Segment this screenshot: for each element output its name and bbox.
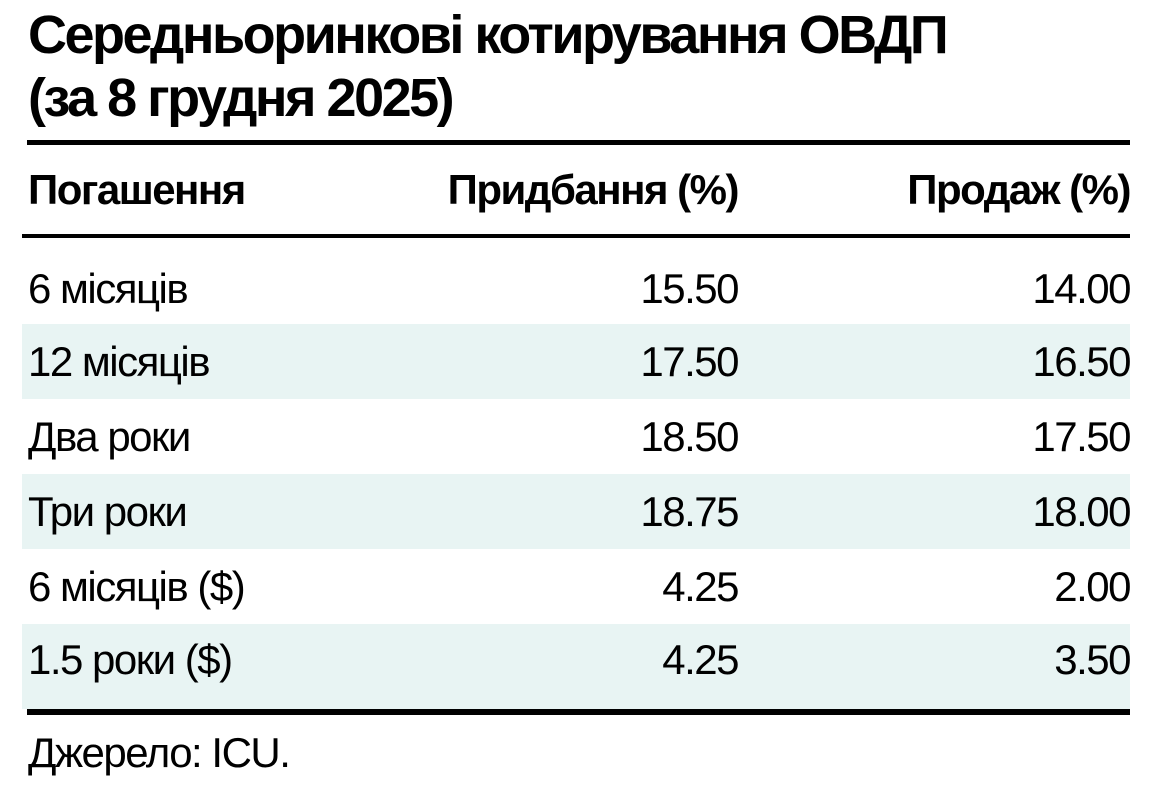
table-row [22, 549, 1130, 624]
ask-cell: 17.50 [1032, 412, 1130, 460]
figure-title-line2: (за 8 грудня 2025) [28, 68, 453, 128]
table-row [22, 324, 1130, 399]
maturity-cell: 6 місяців [28, 265, 188, 312]
figure-title-line1: Середньоринкові котирування ОВДП [28, 5, 947, 65]
bid-cell: 4.25 [662, 635, 738, 683]
maturity-cell: 1.5 роки ($) [28, 635, 232, 683]
bid-cell: 18.75 [640, 487, 738, 535]
bid-cell: 17.50 [640, 337, 738, 385]
source-note: Джерело: ICU. [28, 729, 290, 776]
table-header-row [22, 145, 1130, 236]
bottom-rule [27, 709, 1130, 715]
bid-cell: 15.50 [640, 265, 738, 312]
figure-title [22, 4, 1130, 130]
table-row [22, 399, 1130, 474]
column-header-bid: Придбання (%) [382, 145, 738, 236]
column-header-ask: Продаж (%) [738, 145, 1130, 236]
maturity-cell: Три роки [28, 487, 187, 535]
bid-cell: 4.25 [662, 562, 738, 610]
table-row [22, 236, 1130, 324]
ask-cell: 18.00 [1032, 487, 1130, 535]
maturity-cell: 6 місяців ($) [28, 562, 245, 610]
maturity-cell: 12 місяців [28, 337, 210, 385]
ask-cell: 3.50 [1054, 635, 1130, 683]
column-header-maturity: Погашення [22, 145, 382, 236]
bid-cell: 18.50 [640, 412, 738, 460]
ask-cell: 14.00 [1032, 265, 1130, 312]
table-row [22, 474, 1130, 549]
ask-cell: 16.50 [1032, 337, 1130, 385]
ask-cell: 2.00 [1054, 562, 1130, 610]
table-row [22, 624, 1130, 709]
maturity-cell: Два роки [28, 412, 190, 460]
quotes-table [22, 145, 1130, 709]
